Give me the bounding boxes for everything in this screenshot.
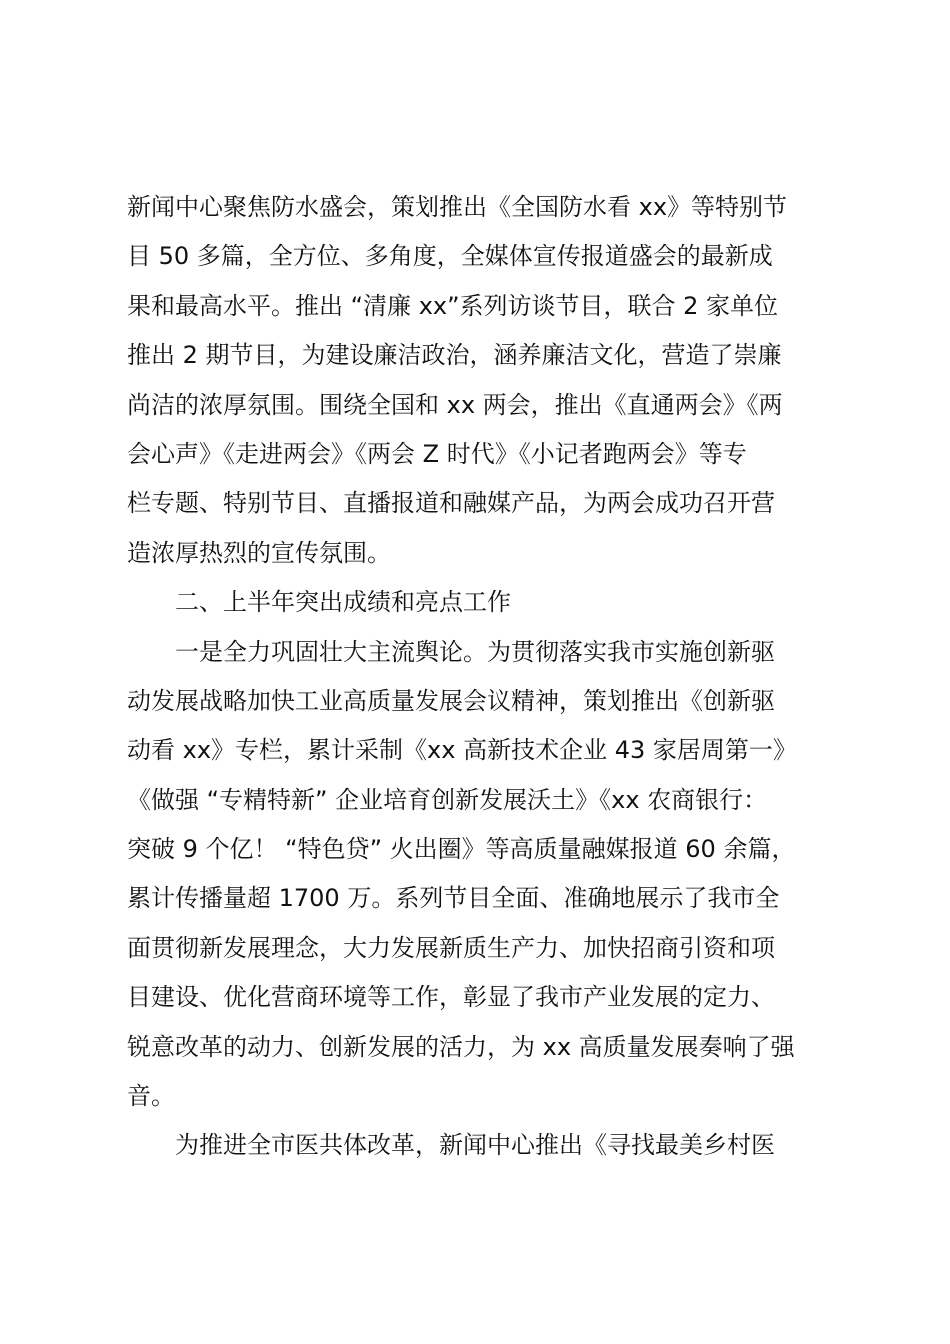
text-line: 推出 2 期节目，为建设廉洁政治，涵养廉洁文化，营造了崇廉: [127, 341, 782, 370]
text-line: 栏专题、特别节目、直播报道和融媒产品，为两会成功召开营: [127, 489, 775, 518]
text-line: 锐意改革的动力、创新发展的活力，为 xx 高质量发展奏响了强: [127, 1032, 795, 1061]
text-line: 目建设、优化营商环境等工作，彰显了我市产业发展的定力、: [127, 983, 775, 1012]
text-line: 尚洁的浓厚氛围。围绕全国和 xx 两会，推出《直通两会》《两: [127, 390, 783, 419]
text-line: 动发展战略加快工业高质量发展会议精神，策划推出《创新驱: [127, 686, 775, 715]
text-line: 目 50 多篇，全方位、多角度，全媒体宣传报道盛会的最新成: [127, 242, 773, 271]
text-line: 突破 9 个亿！ “特色贷” 火出圈》等高质量融媒报道 60 余篇，: [127, 835, 796, 864]
text-line: 音。: [127, 1082, 175, 1111]
text-line: 面贯彻新发展理念，大力发展新质生产力、加快招商引资和项: [127, 933, 775, 962]
text-line: 《做强 “专精特新” 企业培育创新发展沃土》《xx 农商银行：: [127, 785, 768, 814]
document-body: [127, 183, 847, 1171]
text-line: 新闻中心聚焦防水盛会，策划推出《全国防水看 xx》等特别节: [127, 193, 788, 221]
text-line: 果和最高水平。推出 “清廉 xx”系列访谈节目，联合 2 家单位: [127, 291, 779, 320]
section-heading: 二、上半年突出成绩和亮点工作: [175, 588, 511, 617]
paragraph-start-line: 一是全力巩固壮大主流舆论。为贯彻落实我市实施创新驱: [175, 637, 775, 666]
text-line: 造浓厚热烈的宣传氛围。: [127, 538, 391, 567]
text-line: 动看 xx》专栏，累计采制《xx 高新技术企业 43 家居周第一》: [127, 736, 797, 765]
paragraph-start-line: 为推进全市医共体改革，新闻中心推出《寻找最美乡村医: [175, 1131, 775, 1160]
text-line: 累计传播量超 1700 万。系列节目全面、准确地展示了我市全: [127, 884, 780, 913]
text-line: 会心声》《走进两会》《两会 Z 时代》《小记者跑两会》等专: [127, 439, 747, 468]
